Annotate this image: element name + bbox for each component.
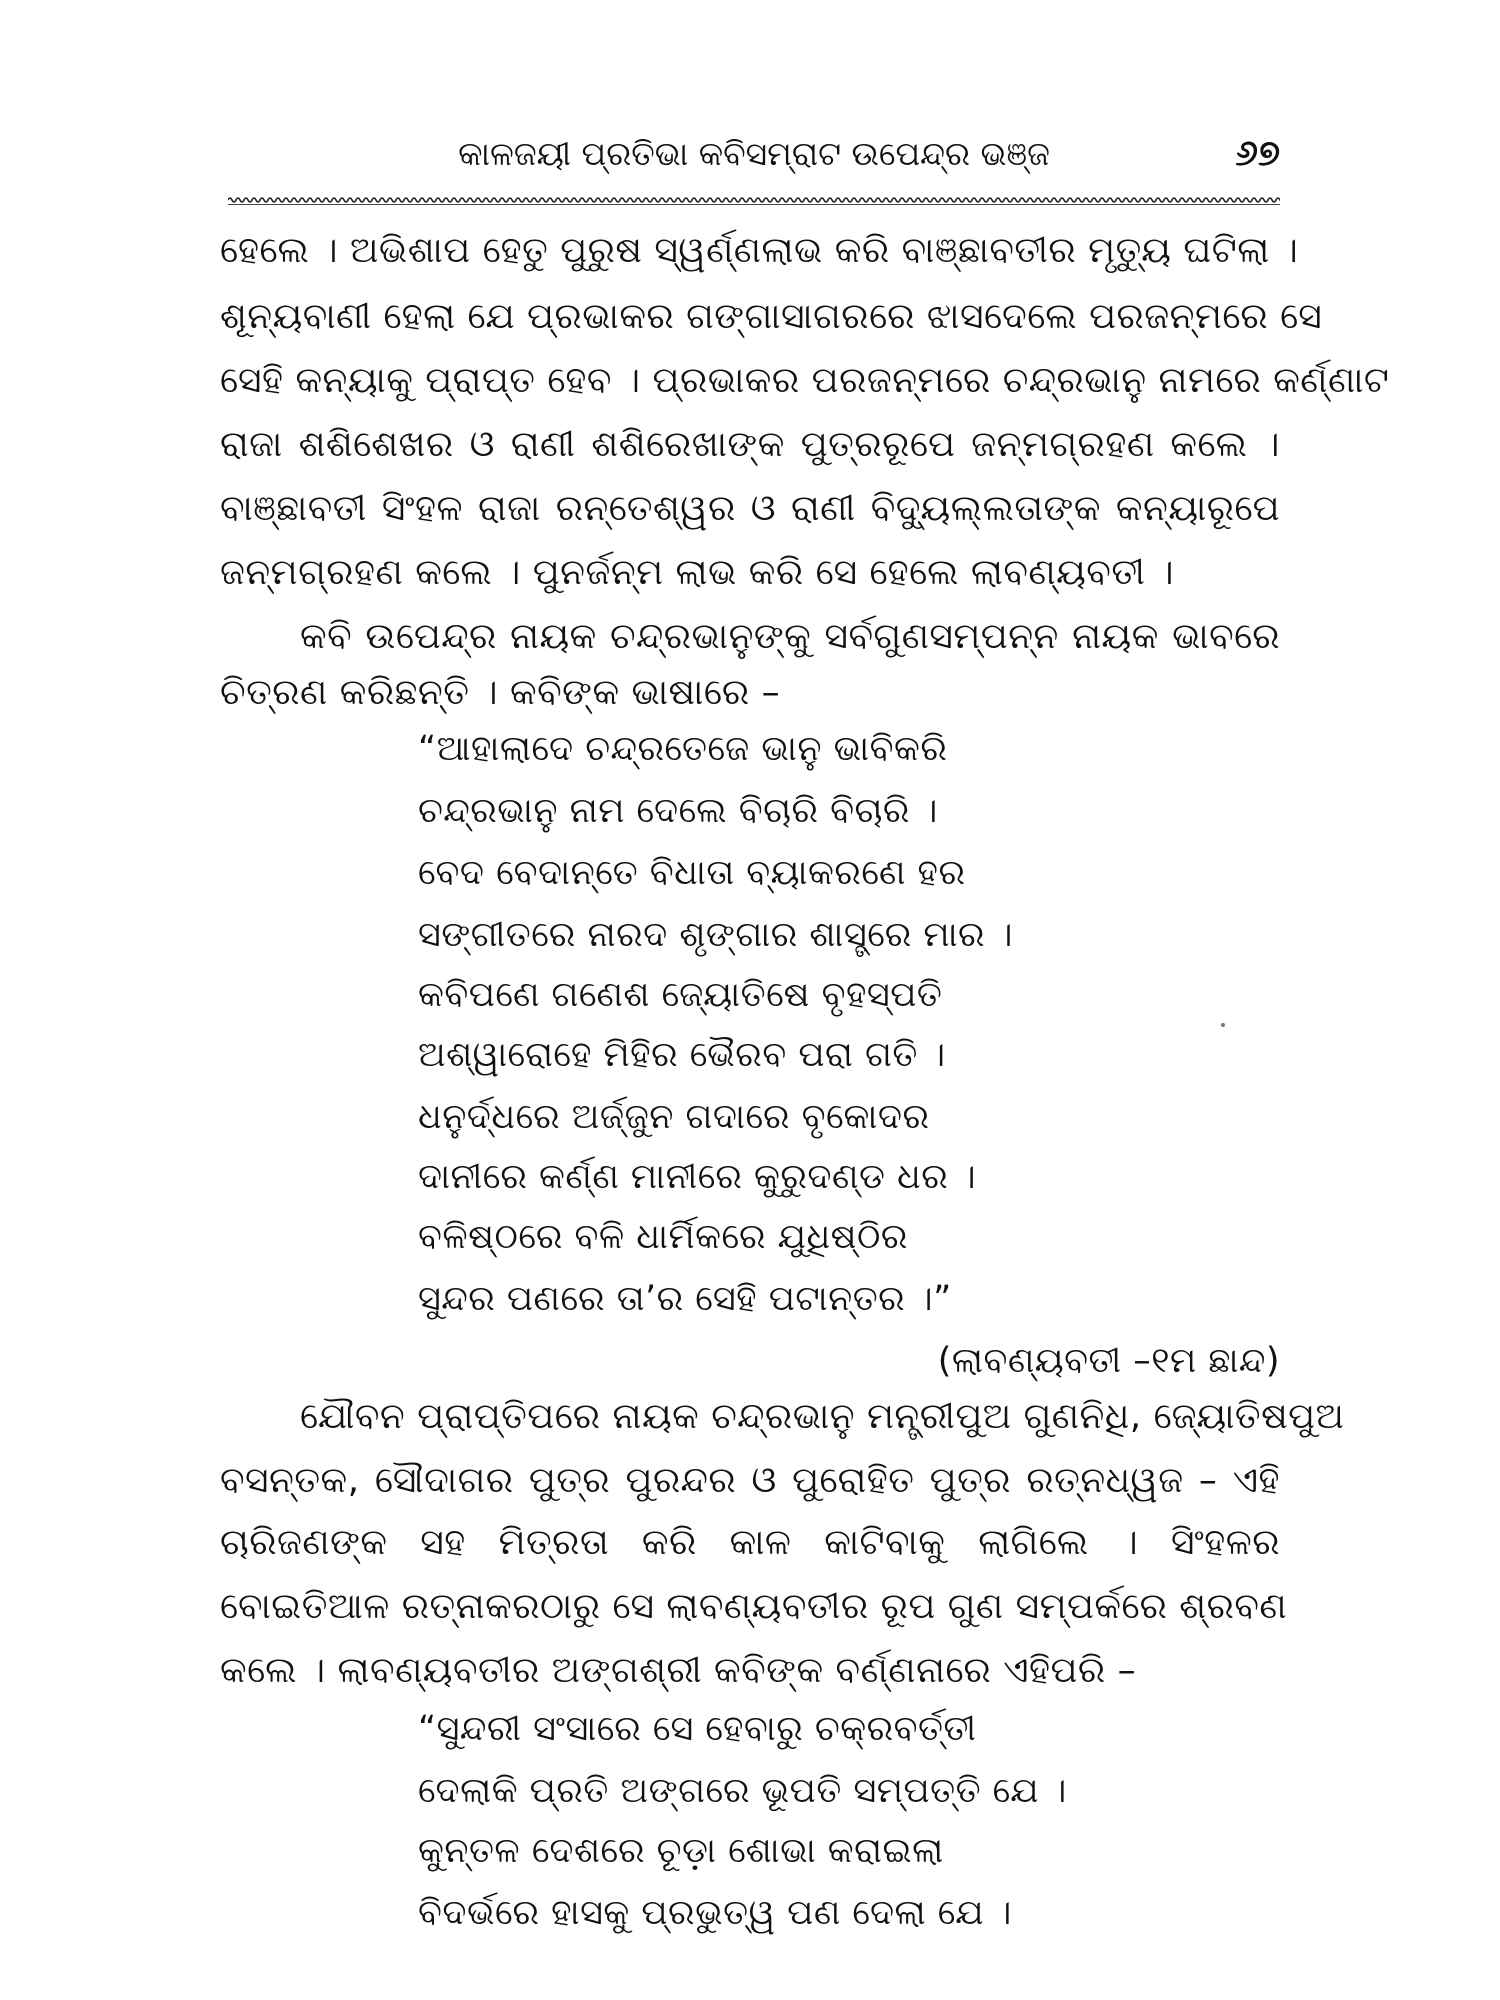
page-header [228, 130, 1280, 190]
verse-line: ଅଶ୍ୱାରୋହେ ମିହିର ଭୈରବ ପରା ଗତି । [418, 1035, 946, 1075]
verse-line: “ଆହାଲାଦେ ଚନ୍ଦ୍ରତେଜେ ଭାନୁ ଭାବିକରି [418, 729, 948, 769]
wavy-rule-graphic [228, 196, 1280, 206]
verse-line: କୁନ୍ତଳ ଦେଶରେ ଚୂଡ଼ା ଶୋଭା କରାଇଲା [418, 1831, 944, 1871]
verse-line: ସୁନ୍ଦର ପଣରେ ତା’ର ସେହି ପଟାନ୍ତର ।” [418, 1279, 952, 1319]
verse-citation: (ଲାବଣ୍ୟବତୀ –୧ମ ଛାନ୍ଦ) [937, 1341, 1280, 1381]
verse-line: ଚନ୍ଦ୍ରଭାନୁ ନାମ ଦେଲେ ବିଚାରି ବିଚାରି । [418, 791, 938, 831]
body-line: ଚିତ୍ରଣ କରିଛନ୍ତି । କବିଙ୍କ ଭାଷାରେ – [220, 672, 781, 713]
verse-line: କବିପଣେ ଗଣେଶ ଜ୍ୟୋତିଷେ ବୃହସ୍ପତି [418, 975, 943, 1015]
verse-line: ସଙ୍ଗୀତରେ ନାରଦ ଶୃଙ୍ଗାର ଶାସ୍ତ୍ରେ ମାର । [418, 915, 1013, 955]
body-line: ଯୌବନ ପ୍ରାପ୍ତିପରେ ନାୟକ ଚନ୍ଦ୍ରଭାନୁ ମନ୍ତ୍ରୀପୁଅ ଗୁଣନିଧି, ଜ୍ୟୋତିଷପୁଅ [300, 1396, 1345, 1437]
body-line: ଶୂନ୍ୟବାଣୀ ହେଲା ଯେ ପ୍ରଭାକର ଗଙ୍ଗାସାଗରରେ ଝାସଦେଲେ ପରଜନ୍ମରେ ସେ [220, 296, 1323, 337]
verse-line: ଦାନୀରେ କର୍ଣ୍ଣ ମାନୀରେ କୁରୁଦଣ୍ଡ ଧର । [418, 1157, 977, 1197]
body-line: କବି ଉପେନ୍ଦ୍ର ନାୟକ ଚନ୍ଦ୍ରଭାନୁଙ୍କୁ ସର୍ବଗୁଣସମ୍ପନ୍ନ ନାୟକ ଭାବରେ [300, 616, 1280, 657]
print-speck [1221, 1023, 1225, 1027]
verse-line: ବଳିଷ୍ଠରେ ବଳି ଧାର୍ମିକରେ ଯୁଧିଷ୍ଠିର [418, 1217, 908, 1257]
body-line: ଚାରିଜଣଙ୍କ ସହ ମିତ୍ରତା କରି କାଳ କାଟିବାକୁ ଲାଗିଲେ । ସିଂହଳର [220, 1522, 1280, 1563]
verse-line: “ସୁନ୍ଦରୀ ସଂସାରେ ସେ ହେବାରୁ ଚକ୍ରବର୍ତ୍ତୀ [418, 1709, 977, 1749]
body-line: ଜନ୍ମଗ୍ରହଣ କଲେ । ପୁନର୍ଜନ୍ମ ଲାଭ କରି ସେ ହେଲେ ଲାବଣ୍ୟବତୀ । [220, 552, 1175, 593]
body-line: ହେଲେ । ଅଭିଶାପ ହେତୁ ପୁରୁଷ ସ୍ୱର୍ଣ୍ଣଲାଭ କରି ବାଞ୍ଛାବତୀର ମୃତ୍ୟୁ ଘଟିଲା । [220, 230, 1299, 271]
verse-line: ବେଦ ବେଦାନ୍ତେ ବିଧାତା ବ୍ୟାକରଣେ ହର [418, 853, 966, 893]
running-title: କାଳଜୟୀ ପ୍ରତିଭା କବିସମ୍ରାଟ ଉପେନ୍ଦ୍ର ଭଞ୍ଜ [458, 134, 1050, 173]
verse-line: ଦେଲାକି ପ୍ରତି ଅଙ୍ଗରେ ଭୂପତି ସମ୍ପତ୍ତି ଯେ । [418, 1771, 1067, 1811]
body-line: ସେହି କନ୍ୟାକୁ ପ୍ରାପ୍ତ ହେବ । ପ୍ରଭାକର ପରଜନ୍ମରେ ଚନ୍ଦ୍ରଭାନୁ ନାମରେ କର୍ଣ୍ଣାଟ [220, 360, 1390, 401]
body-line: କଲେ । ଲାବଣ୍ୟବତୀର ଅଙ୍ଗଶ୍ରୀ କବିଙ୍କ ବର୍ଣ୍ଣନାରେ ଏହିପରି – [220, 1650, 1137, 1691]
body-line: ବୋଇତିଆଳ ରତ୍ନାକରଠାରୁ ସେ ଲାବଣ୍ୟବତୀର ରୂପ ଗୁଣ ସମ୍ପର୍କରେ ଶ୍ରବଣ [220, 1586, 1288, 1627]
verse-line: ବିଦର୍ଭରେ ହାସକୁ ପ୍ରଭୁତ୍ୱ ପଣ ଦେଲା ଯେ । [418, 1893, 1012, 1933]
body-line: ରାଜା ଶଶିଶେଖର ଓ ରାଣୀ ଶଶିରେଖାଙ୍କ ପୁତ୍ରରୂପେ ଜନ୍ମଗ୍ରହଣ କଲେ । [220, 424, 1280, 465]
wavy-header-rule [228, 196, 1280, 206]
body-line: ବାଞ୍ଛାବତୀ ସିଂହଳ ରାଜା ରନ୍ତେଶ୍ୱର ଓ ରାଣୀ ବିଦ୍ୟୁଲ୍ଲତାଙ୍କ କନ୍ୟାରୂପେ [220, 488, 1280, 529]
verse-line: ଧନୁର୍ଦ୍ଧରେ ଅର୍ଜ୍ଜୁନ ଗଦାରେ ବୃକୋଦର [418, 1097, 930, 1137]
body-line: ବସନ୍ତକ, ସୌଦାଗର ପୁତ୍ର ପୁରନ୍ଦର ଓ ପୁରୋହିତ ପୁତ୍ର ରତ୍ନଧ୍ୱଜ – ଏହି [220, 1460, 1280, 1501]
page-number: ୬୭ [1235, 133, 1280, 174]
